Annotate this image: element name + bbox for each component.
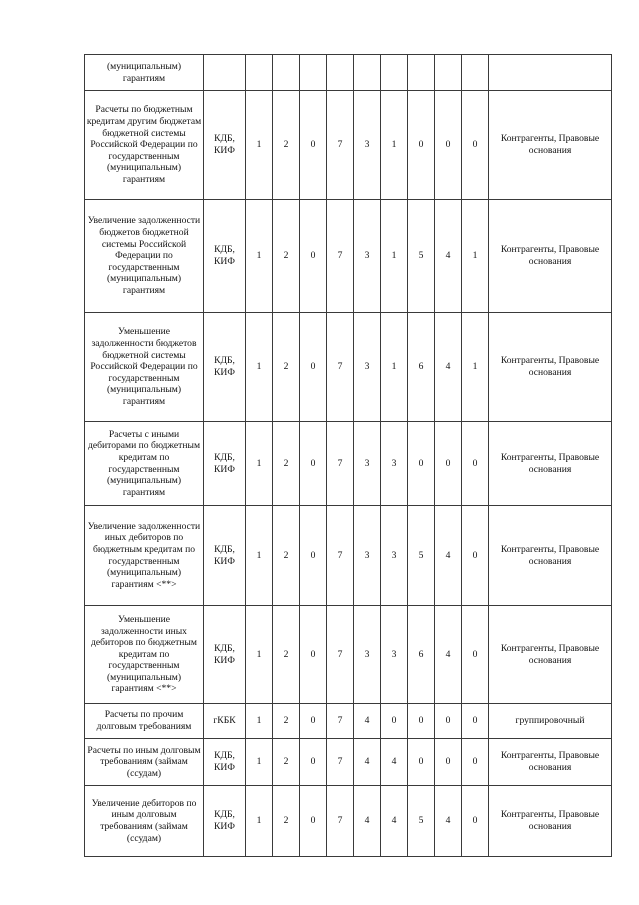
source-code: КДБ, КИФ <box>204 786 246 857</box>
account-digit: 7 <box>327 313 354 422</box>
analytic-attributes: группировочный <box>489 704 612 739</box>
account-digit: 0 <box>300 313 327 422</box>
source-code: КДБ, КИФ <box>204 313 246 422</box>
account-digit: 7 <box>327 506 354 606</box>
account-digit: 4 <box>435 606 462 704</box>
account-digit: 3 <box>381 506 408 606</box>
analytic-attributes: Контрагенты, Правовые основания <box>489 506 612 606</box>
account-digit: 1 <box>462 313 489 422</box>
account-digit: 1 <box>462 200 489 313</box>
account-digit: 5 <box>408 200 435 313</box>
account-digit: 7 <box>327 704 354 739</box>
analytic-attributes: Контрагенты, Правовые основания <box>489 739 612 786</box>
source-code: КДБ, КИФ <box>204 200 246 313</box>
account-digit: 7 <box>327 200 354 313</box>
account-digit: 4 <box>354 704 381 739</box>
analytic-attributes: Контрагенты, Правовые основания <box>489 200 612 313</box>
account-digit: 0 <box>462 704 489 739</box>
source-code: КДБ, КИФ <box>204 91 246 200</box>
account-digit: 0 <box>300 606 327 704</box>
source-code: КДБ, КИФ <box>204 422 246 506</box>
account-digit: 3 <box>354 606 381 704</box>
account-digit: 0 <box>408 704 435 739</box>
source-code: гКБК <box>204 704 246 739</box>
account-digit: 7 <box>327 91 354 200</box>
account-digit: 0 <box>462 786 489 857</box>
account-digit: 4 <box>435 506 462 606</box>
account-digit: 2 <box>273 606 300 704</box>
account-digit: 2 <box>273 739 300 786</box>
analytic-attributes <box>489 55 612 91</box>
account-digit: 1 <box>246 704 273 739</box>
account-digit: 2 <box>273 786 300 857</box>
account-digit: 3 <box>354 91 381 200</box>
account-digit: 0 <box>462 606 489 704</box>
account-digit <box>462 55 489 91</box>
account-digit: 0 <box>462 422 489 506</box>
account-digit <box>381 55 408 91</box>
table-row <box>85 313 612 422</box>
table-row <box>85 55 612 91</box>
account-digit: 3 <box>381 606 408 704</box>
account-digit <box>327 55 354 91</box>
account-description: Расчеты по прочим долговым требованиям <box>85 704 204 739</box>
source-code: КДБ, КИФ <box>204 606 246 704</box>
account-digit: 0 <box>300 91 327 200</box>
account-digit <box>246 55 273 91</box>
account-digit: 1 <box>246 739 273 786</box>
account-digit <box>300 55 327 91</box>
account-digit: 5 <box>408 786 435 857</box>
account-digit <box>354 55 381 91</box>
analytic-attributes: Контрагенты, Правовые основания <box>489 606 612 704</box>
account-digit: 0 <box>300 506 327 606</box>
source-code: КДБ, КИФ <box>204 739 246 786</box>
account-digit: 1 <box>246 606 273 704</box>
account-digit: 1 <box>246 786 273 857</box>
analytic-attributes: Контрагенты, Правовые основания <box>489 313 612 422</box>
account-digit: 6 <box>408 313 435 422</box>
account-digit: 0 <box>435 91 462 200</box>
table-row <box>85 786 612 857</box>
account-digit: 4 <box>435 313 462 422</box>
table-row <box>85 91 612 200</box>
source-code: КДБ, КИФ <box>204 506 246 606</box>
analytic-attributes: Контрагенты, Правовые основания <box>489 91 612 200</box>
account-digit: 0 <box>300 704 327 739</box>
account-digit: 4 <box>381 786 408 857</box>
account-digit: 0 <box>300 422 327 506</box>
account-digit: 0 <box>408 422 435 506</box>
account-digit: 0 <box>408 739 435 786</box>
account-digit: 5 <box>408 506 435 606</box>
account-digit: 2 <box>273 422 300 506</box>
account-description: Уменьшение задолженности бюджетов бюджетной системы Российской Федерации по государственным (муниципальным) гарантиям <box>85 313 204 422</box>
table-row <box>85 704 612 739</box>
account-digit: 3 <box>354 313 381 422</box>
account-digit: 1 <box>246 422 273 506</box>
account-digit: 0 <box>462 506 489 606</box>
account-digit: 0 <box>462 739 489 786</box>
account-digit: 0 <box>300 200 327 313</box>
account-digit: 1 <box>246 91 273 200</box>
account-digit: 2 <box>273 313 300 422</box>
account-description: Увеличение задолженности иных дебиторов по бюджетным кредитам по государственным (муниципальным) гарантиям <**> <box>85 506 204 606</box>
account-digit <box>408 55 435 91</box>
account-description: Увеличение дебиторов по иным долговым требованиям (займам (ссудам) <box>85 786 204 857</box>
account-digit <box>435 55 462 91</box>
account-digit: 7 <box>327 786 354 857</box>
analytic-attributes: Контрагенты, Правовые основания <box>489 422 612 506</box>
account-digit: 3 <box>381 422 408 506</box>
analytic-attributes: Контрагенты, Правовые основания <box>489 786 612 857</box>
account-digit: 7 <box>327 606 354 704</box>
account-digit: 1 <box>246 506 273 606</box>
account-digit: 0 <box>462 91 489 200</box>
account-description: (муниципальным) гарантиям <box>85 55 204 91</box>
account-digit: 3 <box>354 200 381 313</box>
account-digit: 3 <box>354 422 381 506</box>
account-digit: 1 <box>246 200 273 313</box>
table-row <box>85 422 612 506</box>
account-description: Увеличение задолженности бюджетов бюджетной системы Российской Федерации по государственным (муниципальным) гарантиям <box>85 200 204 313</box>
account-digit: 2 <box>273 200 300 313</box>
account-digit: 3 <box>354 506 381 606</box>
account-digit: 4 <box>381 739 408 786</box>
account-digit: 1 <box>381 200 408 313</box>
account-description: Расчеты по бюджетным кредитам другим бюджетам бюджетной системы Российской Федерации по государственным (муниципальным) гарантиям <box>85 91 204 200</box>
account-digit: 0 <box>300 739 327 786</box>
account-description: Расчеты с иными дебиторами по бюджетным кредитам по государственным (муниципальным) гарантиям <box>85 422 204 506</box>
account-digit: 4 <box>354 739 381 786</box>
account-digit: 0 <box>408 91 435 200</box>
table-row <box>85 606 612 704</box>
account-digit: 1 <box>381 91 408 200</box>
account-digit: 7 <box>327 422 354 506</box>
account-digit: 1 <box>381 313 408 422</box>
table-row <box>85 739 612 786</box>
account-digit: 2 <box>273 506 300 606</box>
account-digit: 6 <box>408 606 435 704</box>
table-row <box>85 200 612 313</box>
account-digit: 4 <box>354 786 381 857</box>
account-digit: 0 <box>300 786 327 857</box>
account-description: Расчеты по иным долговым требованиям (займам (ссудам) <box>85 739 204 786</box>
account-digit <box>273 55 300 91</box>
accounts-table <box>84 54 612 857</box>
account-digit: 0 <box>381 704 408 739</box>
account-digit: 7 <box>327 739 354 786</box>
account-digit: 0 <box>435 739 462 786</box>
account-description: Уменьшение задолженности иных дебиторов по бюджетным кредитам по государственным (муниципальным) гарантиям <**> <box>85 606 204 704</box>
source-code <box>204 55 246 91</box>
account-digit: 0 <box>435 704 462 739</box>
account-digit: 4 <box>435 786 462 857</box>
account-digit: 4 <box>435 200 462 313</box>
table-row <box>85 506 612 606</box>
account-digit: 1 <box>246 313 273 422</box>
account-digit: 2 <box>273 91 300 200</box>
account-digit: 0 <box>435 422 462 506</box>
account-digit: 2 <box>273 704 300 739</box>
